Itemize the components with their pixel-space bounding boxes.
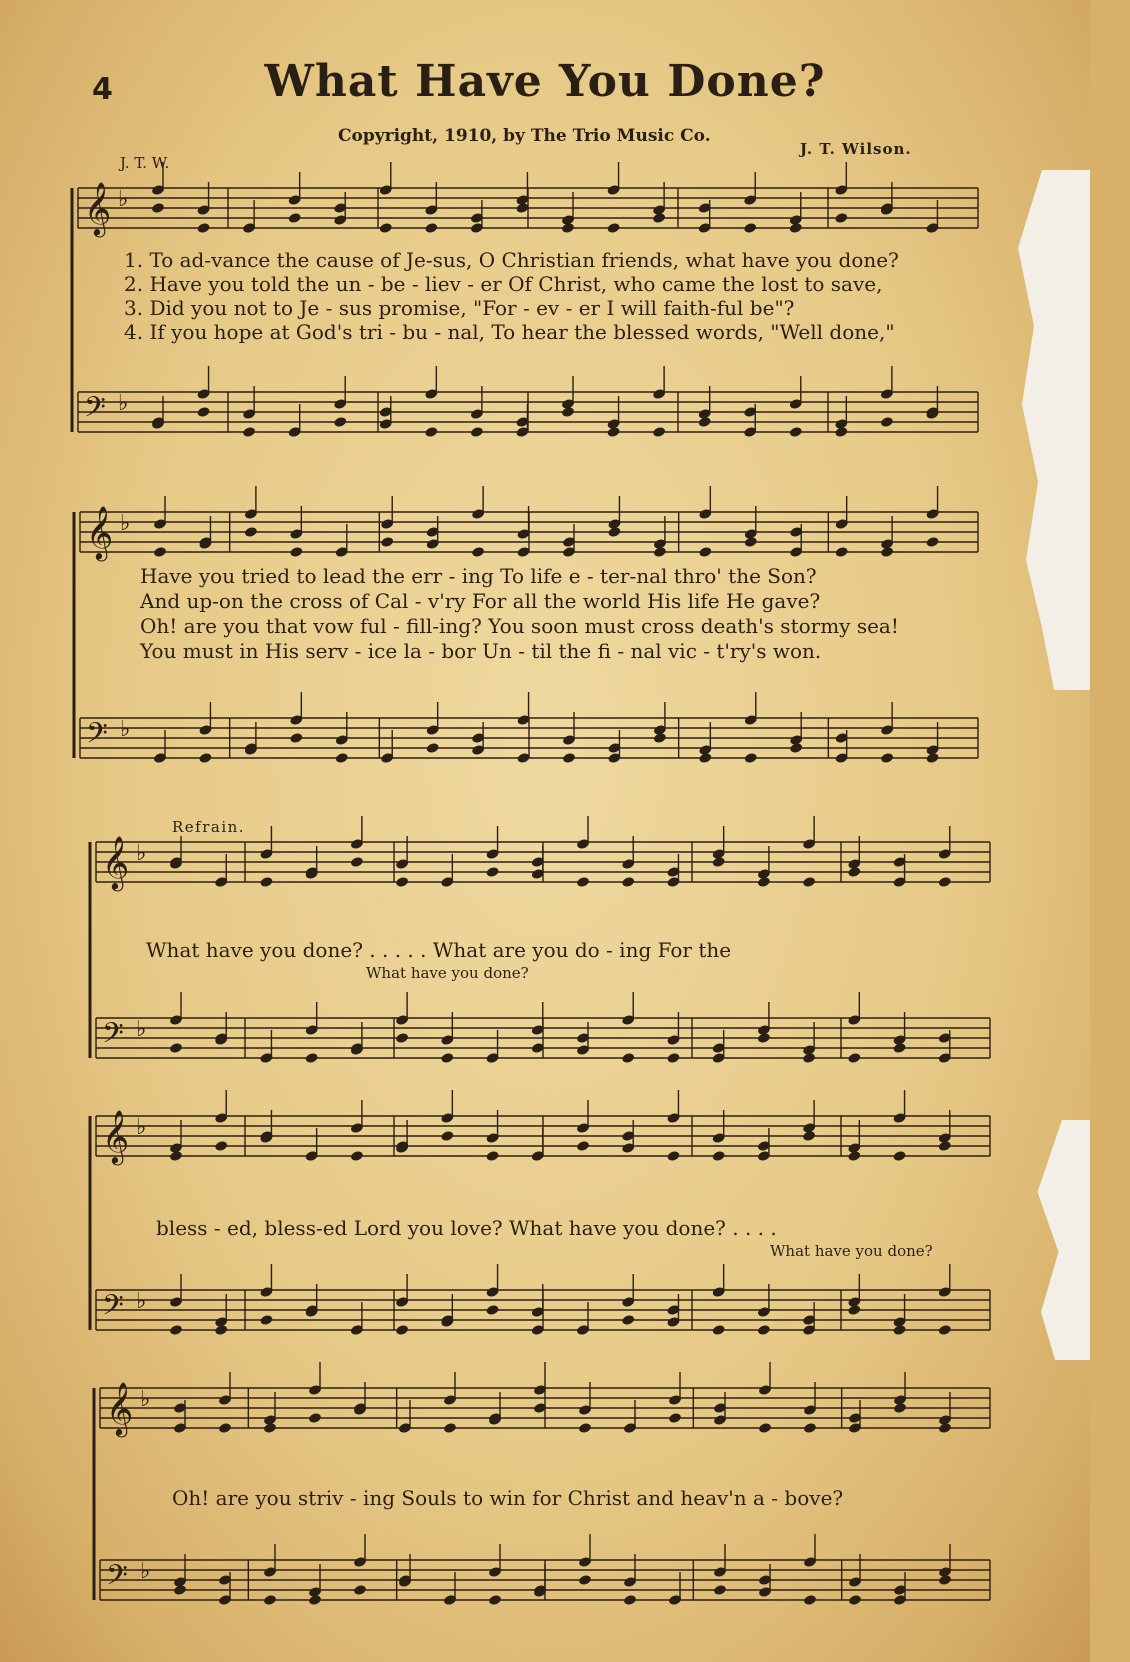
svg-text:♭: ♭	[136, 1289, 147, 1314]
verse-3-line-2: Oh! are you that vow ful - fill-ing? You soon must cross death's stormy sea!	[140, 614, 899, 638]
page-number: 4	[92, 72, 113, 107]
svg-text:𝄢: 𝄢	[102, 1289, 124, 1329]
refrain-echo-1: What have you done?	[366, 964, 529, 982]
svg-text:𝄞: 𝄞	[106, 1381, 134, 1435]
svg-text:♭: ♭	[118, 391, 129, 416]
svg-text:♭: ♭	[120, 511, 131, 536]
svg-text:𝄞: 𝄞	[102, 1109, 130, 1163]
svg-text:♭: ♭	[140, 1387, 151, 1412]
svg-text:♭: ♭	[140, 1559, 151, 1584]
svg-text:♭: ♭	[120, 717, 131, 742]
svg-text:♭: ♭	[136, 1017, 147, 1042]
verse-1-line-1: 1. To ad-vance the cause of Je-sus, O Christian friends, what have you done?	[124, 248, 899, 272]
svg-text:𝄢: 𝄢	[106, 1559, 128, 1599]
author-initials: J. T. W.	[120, 154, 170, 172]
refrain-lyric-1: What have you done? . . . . . What are you do - ing For the	[146, 938, 732, 962]
refrain-label: Refrain.	[172, 818, 246, 836]
refrain-lyric-3: Oh! are you striv - ing Souls to win for Christ and heav'n a - bove?	[172, 1486, 844, 1510]
verse-2-line-2: And up-on the cross of Cal - v'ry For all the world His life He gave?	[140, 589, 821, 613]
refrain-lyric-2: bless - ed, bless-ed Lord you love? What have you done? . . . .	[156, 1216, 777, 1240]
svg-text:𝄢: 𝄢	[102, 1017, 124, 1057]
composer-credit: J. T. Wilson.	[800, 140, 912, 158]
verse-2-line-1: 2. Have you told the un - be - liev - er Of Christ, who came the lost to save,	[124, 272, 883, 296]
svg-text:𝄞: 𝄞	[84, 181, 112, 235]
copyright-notice: Copyright, 1910, by The Trio Music Co.	[338, 126, 711, 146]
hymn-title: What Have You Done?	[264, 56, 826, 107]
svg-text:♭: ♭	[118, 187, 129, 212]
refrain-echo-2: What have you done?	[770, 1242, 933, 1260]
verse-1-line-2: Have you tried to lead the err - ing To life e - ter-nal thro' the Son?	[140, 564, 817, 588]
verse-3-line-1: 3. Did you not to Je - sus promise, "For - ev - er I will faith-ful be"?	[124, 296, 795, 320]
svg-text:♭: ♭	[136, 1115, 147, 1140]
svg-text:♭: ♭	[136, 841, 147, 866]
svg-text:𝄞: 𝄞	[102, 835, 130, 889]
svg-text:𝄢: 𝄢	[86, 717, 108, 757]
verse-4-line-2: You must in His serv - ice la - bor Un - til the fi - nal vic - t'ry's won.	[140, 639, 822, 663]
svg-text:𝄞: 𝄞	[86, 505, 114, 559]
verse-4-line-1: 4. If you hope at God's tri - bu - nal, To hear the blessed words, "Well done,"	[124, 320, 895, 344]
svg-text:𝄢: 𝄢	[84, 391, 106, 431]
